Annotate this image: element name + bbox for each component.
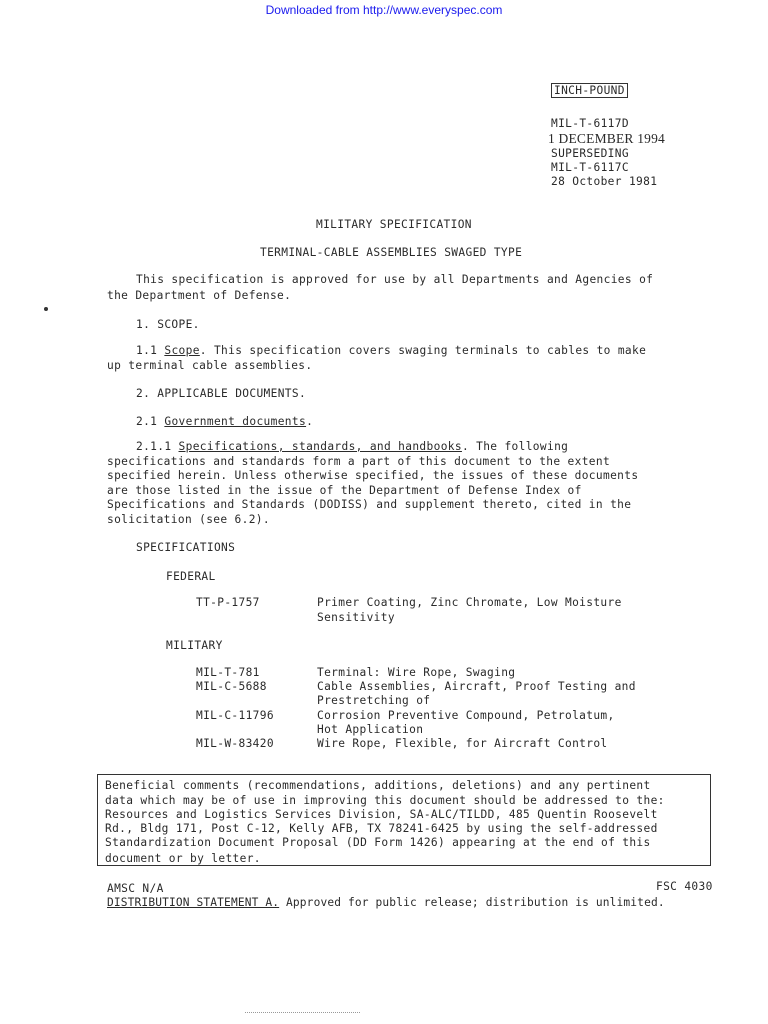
spec-number: MIL-T-781 [196, 666, 260, 679]
specs-paragraph-line-2: specifications and standards form a part of this document to the extent [107, 455, 611, 468]
document-number: MIL-T-6117D [551, 117, 629, 130]
gov-docs-end: . [306, 415, 314, 428]
scope-paragraph-line-2: up terminal cable assemblies. [107, 359, 313, 372]
intro-line-1: This specification is approved for use by all Departments and Agencies of [136, 273, 654, 286]
specs-number: 2.1.1 [136, 440, 172, 453]
section-2-heading: 2. APPLICABLE DOCUMENTS. [136, 387, 307, 400]
amsc-label: AMSC N/A [107, 882, 164, 895]
superseded-date: 28 October 1981 [551, 175, 658, 188]
scope-paragraph-line-1 [136, 344, 646, 357]
specs-paragraph-line-3: specified herein. Unless otherwise specified, the issues of these documents [107, 469, 639, 482]
scope-number: 1.1 [136, 344, 158, 357]
notice-line-2: data which may be of use in improving this document should be addressed to the: [105, 794, 665, 807]
government-documents-heading [136, 415, 313, 428]
spec-type-title: MILITARY SPECIFICATION [316, 218, 472, 231]
spec-description: Corrosion Preventive Compound, Petrolatum, [317, 709, 615, 722]
inch-pound-box: INCH-POUND [551, 83, 628, 98]
specs-paragraph-line-6: solicitation (see 6.2). [107, 513, 270, 526]
spec-description: Wire Rope, Flexible, for Aircraft Control [317, 737, 608, 750]
superseded-document: MIL-T-6117C [551, 161, 629, 174]
specs-paragraph-line-5: Specifications and Standards (DODISS) and supplement thereto, cited in the [107, 498, 632, 511]
notice-line-5: Standardization Document Proposal (DD Form 1426) appearing at the end of this [105, 836, 651, 849]
spec-number: MIL-W-83420 [196, 737, 274, 750]
spec-description-cont: Sensitivity [317, 611, 395, 624]
spec-number: MIL-C-5688 [196, 680, 267, 693]
notice-line-4: Rd., Bldg 171, Post C-12, Kelly AFB, TX 78241-6425 by using the self-addressed [105, 822, 658, 835]
distribution-statement [107, 896, 665, 909]
spec-number: TT-P-1757 [196, 596, 260, 609]
fsc-label: FSC 4030 [656, 880, 713, 893]
distribution-label: DISTRIBUTION STATEMENT A. [107, 896, 280, 909]
notice-line-6: document or by letter. [105, 852, 261, 865]
spec-description: Primer Coating, Zinc Chromate, Low Moisture [317, 596, 622, 609]
military-label: MILITARY [166, 639, 223, 652]
document-date: 1 DECEMBER 1994 [548, 131, 666, 146]
spec-title: TERMINAL-CABLE ASSEMBLIES SWAGED TYPE [260, 246, 523, 259]
scope-title: Scope [164, 344, 200, 357]
scope-text: . This specification covers swaging terminals to cables to make [199, 344, 647, 357]
notice-line-1: Beneficial comments (recommendations, additions, deletions) and any pertinent [105, 779, 651, 792]
spec-description-cont: Hot Application [317, 723, 424, 736]
inch-pound-label [551, 84, 628, 97]
specs-paragraph-line-4: are those listed in the issue of the Department of Defense Index of [107, 484, 582, 497]
specifications-heading: SPECIFICATIONS [136, 541, 236, 554]
specs-text: . The following [461, 440, 569, 453]
spec-description: Terminal: Wire Rope, Swaging [317, 666, 516, 679]
page-bottom-artifact [245, 1012, 360, 1013]
intro-line-2: the Department of Defense. [107, 289, 292, 302]
gov-docs-number: 2.1 [136, 415, 158, 428]
spec-description: Cable Assemblies, Aircraft, Proof Testing and [317, 680, 636, 693]
notice-line-3: Resources and Logistics Services Division, SA-ALC/TILDD, 485 Quentin Roosevelt [105, 808, 658, 821]
specs-title: Specifications, standards, and handbooks [178, 440, 462, 453]
margin-dot [44, 307, 48, 311]
spec-description-cont: Prestretching of [317, 694, 431, 707]
specs-paragraph-line-1 [136, 440, 568, 453]
spec-number: MIL-C-11796 [196, 709, 274, 722]
section-1-heading: 1. SCOPE. [136, 318, 200, 331]
superseding-label: SUPERSEDING [551, 147, 629, 160]
download-link[interactable]: Downloaded from http://www.everyspec.com [265, 3, 503, 17]
distribution-text: Approved for public release; distribution is unlimited. [279, 896, 665, 909]
gov-docs-title: Government documents [164, 415, 307, 428]
federal-label: FEDERAL [166, 570, 216, 583]
